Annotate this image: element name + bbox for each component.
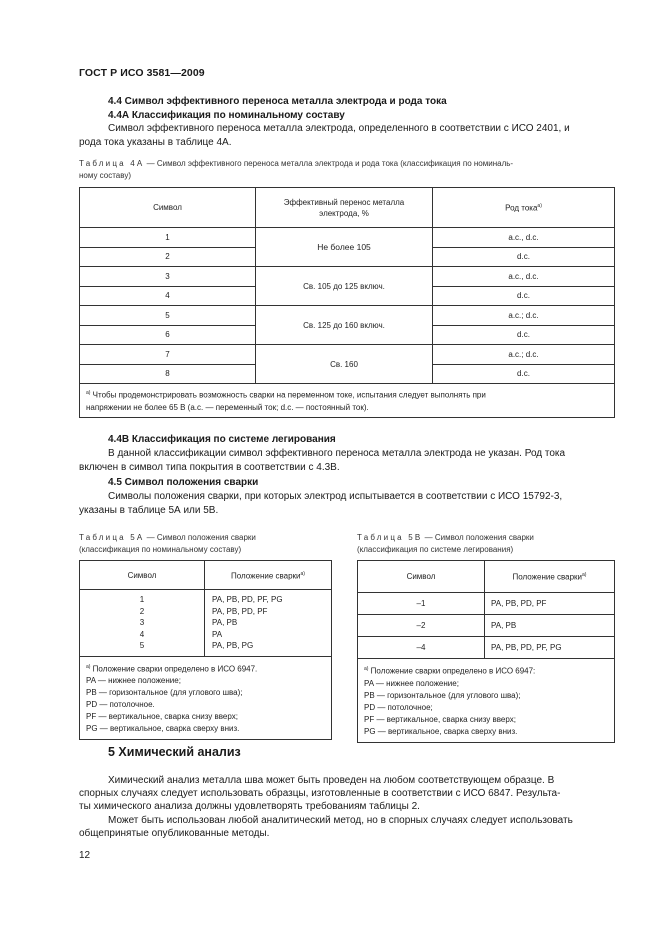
table-4a-header-transfer: Эффективный перенос металла электрода, % (256, 188, 433, 228)
table-row: 6 (80, 325, 256, 345)
list-item: 2 (139, 606, 145, 616)
table-5b-header-position: Положение сварки$^{а)}$ (485, 561, 615, 593)
table-4a-group: Не более 105 (256, 228, 433, 267)
list-item: PA, PB (212, 618, 238, 627)
table-4a-group: Св. 125 до 160 включ. (256, 306, 433, 345)
section-5-title: 5 Химический анализ (108, 745, 241, 759)
table-cell: a.c.; d.c. (433, 306, 615, 326)
list-item: PA, PB, PG (212, 641, 254, 650)
table-cell: PA, PB, PD, PF, PG (485, 637, 615, 659)
document-header: ГОСТ Р ИСО 3581—2009 (79, 67, 205, 79)
list-item: 5 (139, 641, 145, 650)
table-5a-symbols (80, 590, 205, 657)
table-cell: d.c. (433, 286, 615, 306)
list-item: 4 (139, 629, 145, 639)
table-5a (79, 560, 332, 740)
table-4a-header-current: Род тока$^{а)}$ (433, 188, 615, 228)
list-item: PB — горизонтальное (для углового шва); (364, 690, 521, 700)
table-5a-caption: Таблица 5А — Символ положения сварки (классификация по номинальному составу) (79, 533, 256, 554)
table-4a-group: Св. 105 до 125 включ. (256, 267, 433, 306)
section-4-4a-para-line1: Символ эффективного переноса металла электрода, определенного в соответствии с ИСО 2401, и (108, 123, 570, 134)
table-5b (357, 560, 615, 743)
table-row: 3 (80, 267, 256, 287)
list-item: 3 (139, 618, 145, 627)
table-5b-footnote: $^{а)}$ Положение сварки определено в ИСО 6947: PA — нижнее положение; PB — горизонтальное (для углового шва); PD — потолочное; PF — вертикальное, сварка снизу вверх; PG — вертикальное, сварка сверху вниз. (358, 659, 615, 743)
table-4a (79, 187, 615, 418)
table-row: 8 (80, 364, 256, 384)
page-number: 12 (79, 850, 91, 861)
section-4-4a-para-line2: рода тока указаны в таблице 4А. (79, 137, 232, 148)
section-4-5-para-line1: Символы положения сварки, при которых электрод испытывается в соответствии с ИСО 15792-3, (108, 491, 563, 502)
section-5-p1-line2: спорных случаях следует использовать образцы, изготовленные в соответствии с ИСО 6847. Результа- (79, 788, 561, 799)
table-5a-header-symbol: Символ (80, 561, 205, 590)
table-cell: a.c., d.c. (433, 228, 615, 248)
table-5a-header-position: Положение сварки$^{а)}$ (205, 561, 332, 590)
list-item: PD — потолочное. (86, 700, 155, 710)
section-4-5-para-line2: указаны в таблице 5А или 5В. (79, 505, 219, 516)
list-item: PF — вертикальное, сварка снизу вверх; (364, 714, 516, 724)
table-5b-header-symbol: Символ (358, 561, 485, 593)
list-item: PA — нижнее положение; (364, 678, 459, 688)
list-item: PD — потолочное; (364, 702, 433, 712)
table-5a-footnote: $^{а)}$ Положение сварки определено в ИСО 6947. PA — нижнее положение; PB — горизонтальное (для углового шва); PD — потолочное. PF — вертикальное, сварка снизу вверх; PG — вертикальное, сварка сверху вниз. (80, 656, 332, 740)
table-4a-header-symbol: Символ (80, 188, 256, 228)
table-4a-footnote: $^{а)}$ Чтобы продемонстрировать возможность сварки на переменном токе, испытания следует выполнять при напряжении не более 65 В (a.c. — переменный ток; d.c. — постоянный ток). (80, 384, 615, 418)
table-cell: a.c., d.c. (433, 267, 615, 287)
section-4-4-title: 4.4 Символ эффективного переноса металла электрода и рода тока (108, 96, 447, 107)
table-row: –4 (358, 637, 485, 659)
list-item: 1 (139, 595, 145, 604)
table-row: 1 (80, 228, 256, 248)
section-5-p2-line1: Может быть использован любой аналитический метод, но в спорных случаях следует использовать (108, 815, 573, 826)
list-item: PG — вертикальное, сварка сверху вниз. (364, 726, 518, 736)
list-item: PG — вертикальное, сварка сверху вниз. (86, 724, 240, 734)
list-item: PA — нижнее положение; (86, 676, 181, 686)
section-4-5-title: 4.5 Символ положения сварки (108, 477, 259, 488)
section-5-p1-line3: ты химического анализа должны удовлетворять требованиям таблицы 2. (79, 801, 420, 812)
list-item: PF — вертикальное, сварка снизу вверх; (86, 712, 238, 722)
table-cell: a.c.; d.c. (433, 345, 615, 365)
table-row: 5 (80, 306, 256, 326)
list-item: PA, PB, PD, PF, PG (212, 595, 283, 604)
table-5b-caption: Таблица 5В — Символ положения сварки (классификация по системе легирования) (357, 533, 534, 554)
table-row: 4 (80, 286, 256, 306)
section-4-4a-title: 4.4А Классификация по номинальному составу (108, 110, 345, 121)
table-5a-positions (205, 590, 332, 657)
table-cell: d.c. (433, 247, 615, 267)
table-cell: PA, PB, PD, PF (485, 593, 615, 615)
section-5-p2-line2: общепринятые опубликованные методы. (79, 828, 270, 839)
table-4a-caption: Таблица 4А — Символ эффективного переноса металла электрода и рода тока (классификация по номиналь- ному составу) (79, 159, 514, 180)
table-cell: d.c. (433, 364, 615, 384)
section-4-4b-title: 4.4В Классификация по системе легирования (108, 434, 336, 445)
section-4-4b-para-line2: включен в символ типа покрытия в соответствии с 4.3В. (79, 462, 340, 473)
table-cell: d.c. (433, 325, 615, 345)
section-4-4b-para-line1: В данной классификации символ эффективного переноса металла электрода не указан. Род тока (108, 448, 566, 459)
table-row: 2 (80, 247, 256, 267)
list-item: PA, PB, PD, PF (212, 606, 268, 616)
list-item: PA (212, 629, 223, 639)
table-row: –2 (358, 615, 485, 637)
table-4a-group: Св. 160 (256, 345, 433, 384)
table-row: 7 (80, 345, 256, 365)
section-5-p1-line1: Химический анализ металла шва может быть проведен на любом соответствующем образце. В (108, 775, 555, 786)
list-item: PB — горизонтальное (для углового шва); (86, 688, 243, 698)
table-row: –1 (358, 593, 485, 615)
table-cell: PA, PB (485, 615, 615, 637)
